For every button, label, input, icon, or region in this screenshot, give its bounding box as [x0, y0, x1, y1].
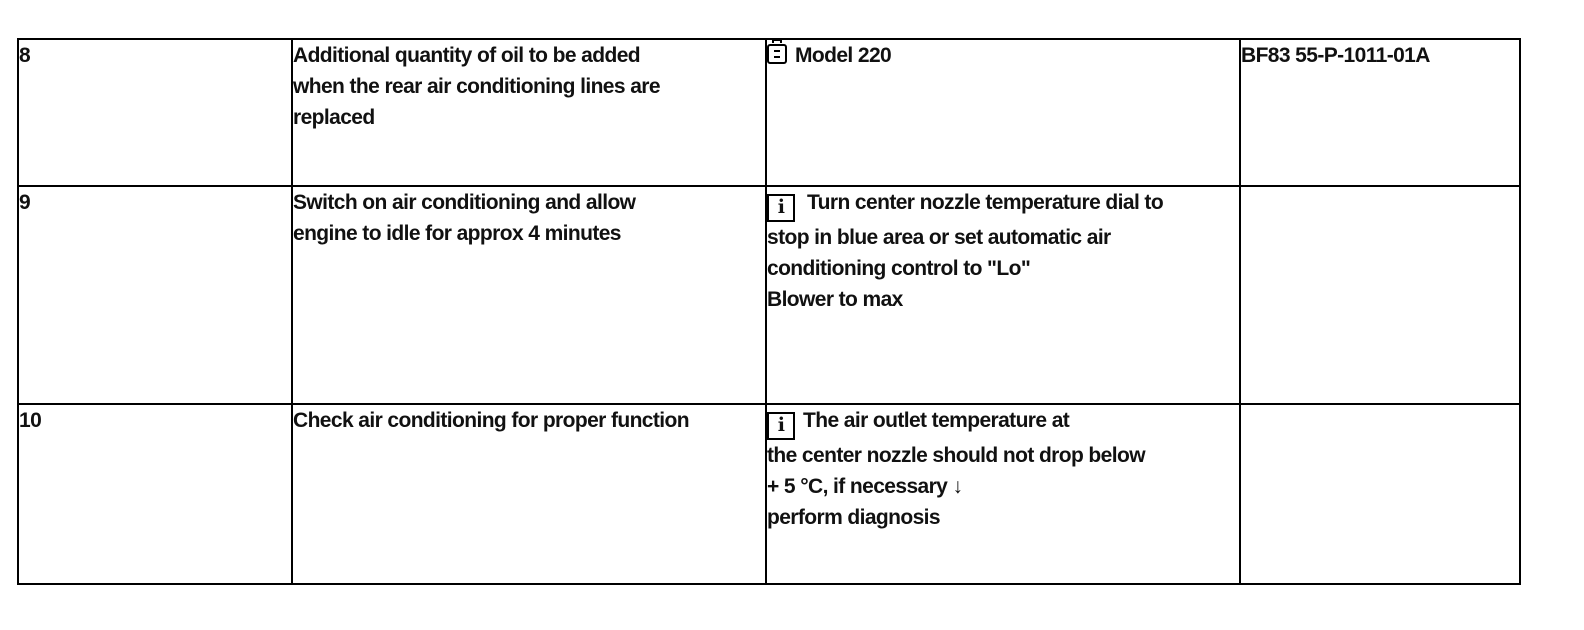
- note-text: The air outlet temperature at: [803, 409, 1070, 432]
- table-row: [18, 186, 1520, 404]
- note-text: conditioning control to "Lo": [767, 257, 1031, 280]
- note-text: perform diagnosis: [767, 506, 940, 529]
- operation-text: replaced: [293, 106, 375, 129]
- reference-cell: BF83 55-P-1011-01A: [1240, 39, 1520, 186]
- operation-text: Additional quantity of oil to be added: [293, 44, 641, 67]
- operation-text: Switch on air conditioning and allow: [293, 191, 636, 214]
- table-row: [18, 404, 1520, 584]
- note-text: Blower to max: [767, 288, 903, 311]
- reference-cell: [1240, 186, 1520, 404]
- book-icon: [767, 44, 787, 64]
- operation-cell: [292, 39, 766, 186]
- operation-cell: [292, 186, 766, 404]
- operation-text: when the rear air conditioning lines are: [293, 75, 660, 98]
- note-text: the center nozzle should not drop below: [767, 444, 1145, 467]
- operation-cell: [292, 404, 766, 584]
- table-row: [18, 39, 1520, 186]
- info-icon: i: [767, 412, 795, 440]
- procedure-table: [17, 38, 1521, 585]
- note-cell: [766, 39, 1240, 186]
- note-cell: [766, 404, 1240, 584]
- step-number: 9: [18, 186, 292, 404]
- operation-text: Check air conditioning for proper function: [293, 409, 689, 432]
- note-cell: [766, 186, 1240, 404]
- step-number: 10: [18, 404, 292, 584]
- note-text: stop in blue area or set automatic air: [767, 226, 1111, 249]
- info-icon: i: [767, 194, 795, 222]
- note-text: + 5 °C, if necessary ↓: [767, 475, 963, 498]
- note-text: Model 220: [795, 44, 892, 67]
- note-text: Turn center nozzle temperature dial to: [807, 191, 1164, 214]
- operation-text: engine to idle for approx 4 minutes: [293, 222, 621, 245]
- step-number: 8: [18, 39, 292, 186]
- reference-cell: [1240, 404, 1520, 584]
